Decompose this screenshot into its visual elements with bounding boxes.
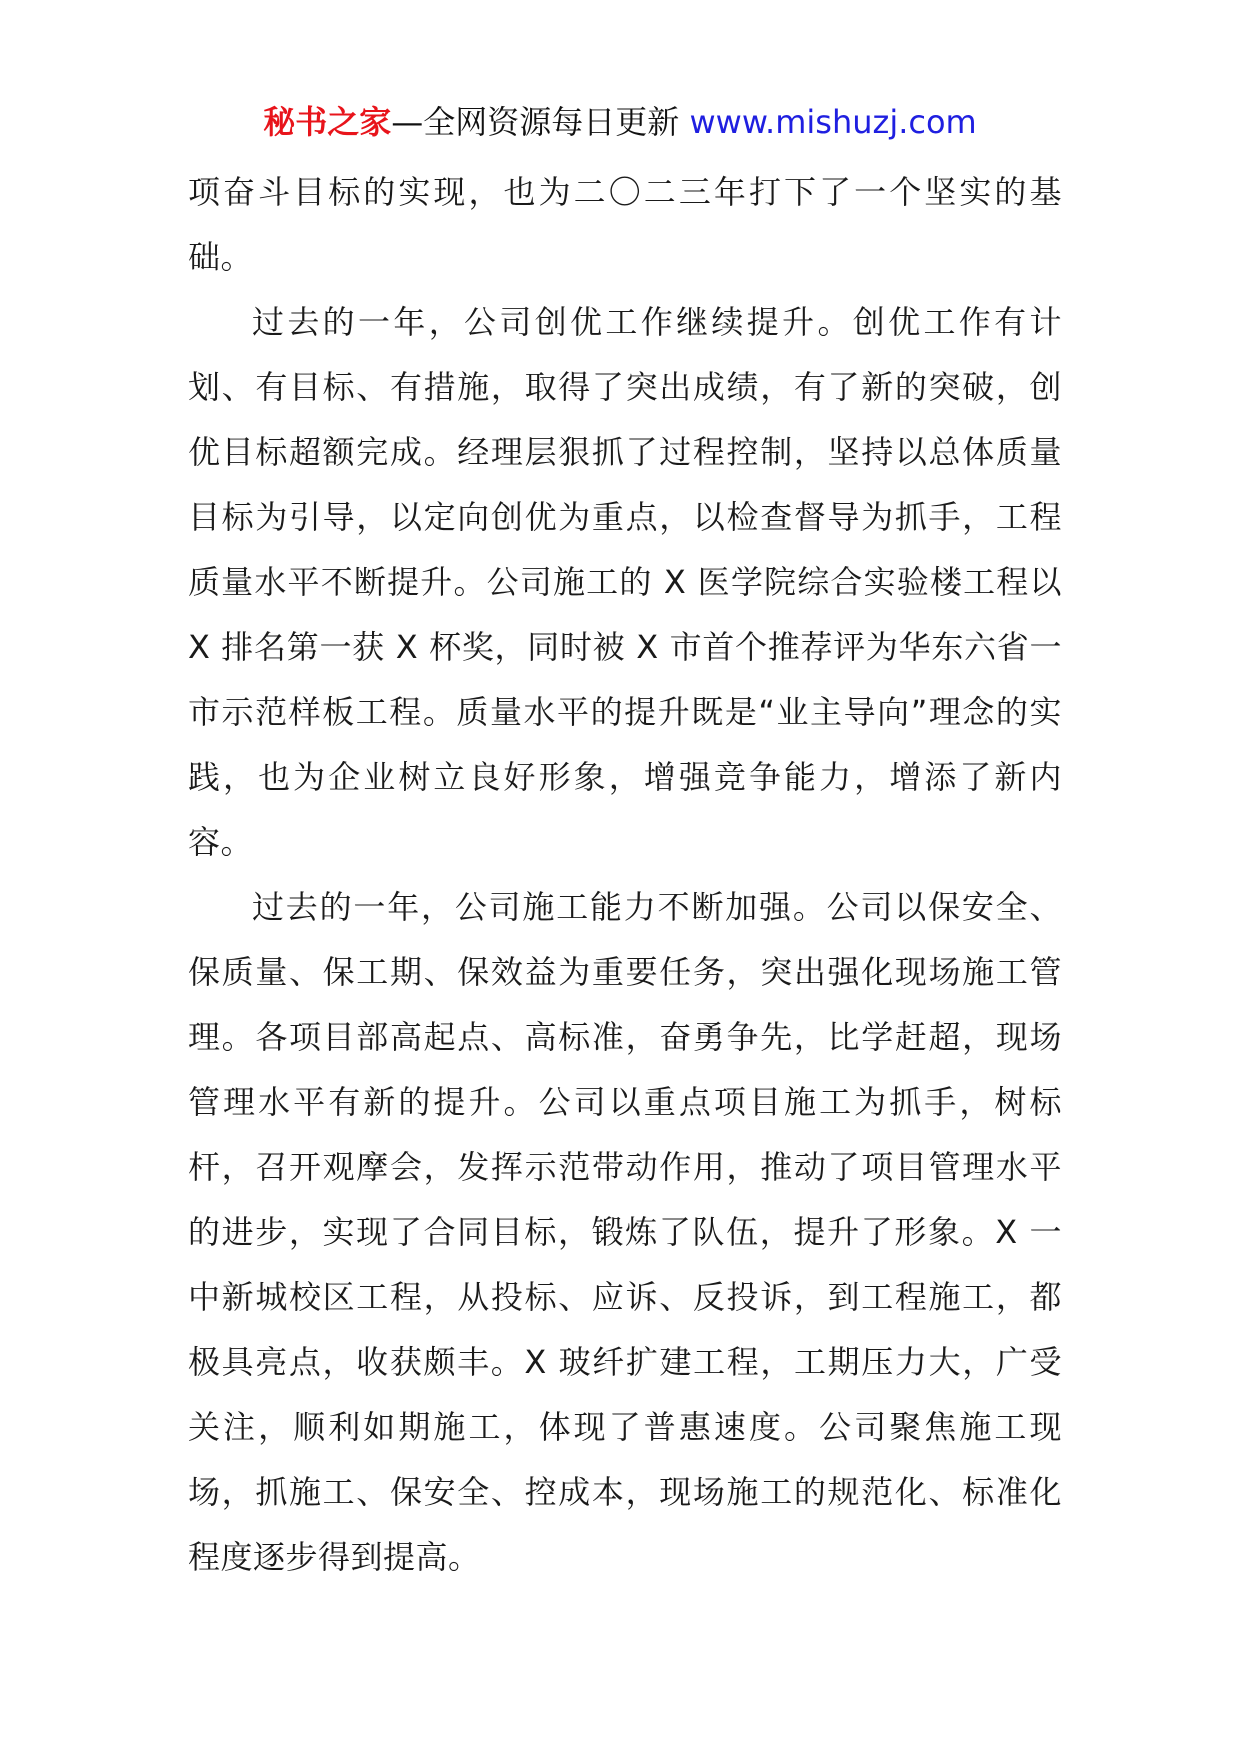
paragraph-continuation: 项奋斗目标的实现，也为二〇二三年打下了一个坚实的基础。 bbox=[188, 173, 1062, 276]
paragraph-construction-capacity: 过去的一年，公司施工能力不断加强。公司以保安全、保质量、保工期、保效益为重要任务，突出强化现场施工管理。各项目部高起点、高标准，奋勇争先，比学赶超，现场管理水平有新的提升。公司以重点项目施工为抓手，树标杆，召开观摩会，发挥示范带动作用，推动了项目管理水平的进步，实现了合同目标，锻炼了队伍，提升了形象。X 一中新城校区工程，从投标、应诉、反投诉，到工程施工，都极具亮点，收获颇丰。X 玻纤扩建工程，工期压力大，广受关注，顺利如期施工，体现了普惠速度。公司聚焦施工现场，抓施工、保安全、控成本，现场施工的规范化、标准化程度逐步得到提高。 bbox=[188, 888, 1062, 1576]
page-header bbox=[0, 100, 1240, 144]
website-link[interactable]: www.mishuzj.com bbox=[689, 103, 977, 141]
paragraph-quality-awards: 过去的一年，公司创优工作继续提升。创优工作有计划、有目标、有措施，取得了突出成绩，有了新的突破，创优目标超额完成。经理层狠抓了过程控制，坚持以总体质量目标为引导，以定向创优为重点，以检查督导为抓手，工程质量水平不断提升。公司施工的 X 医学院综合实验楼工程以 X 排名第一获 X 杯奖，同时被 X 市首个推荐评为华东六省一市示范样板工程。质量水平的提升既是“业主导向”理念的实践，也为企业树立良好形象，增强竞争能力，增添了新内容。 bbox=[188, 303, 1062, 861]
header-tagline: —全网资源每日更新 bbox=[391, 103, 690, 141]
brand-name: 秘书之家 bbox=[263, 103, 392, 141]
document-body bbox=[188, 160, 1062, 1590]
